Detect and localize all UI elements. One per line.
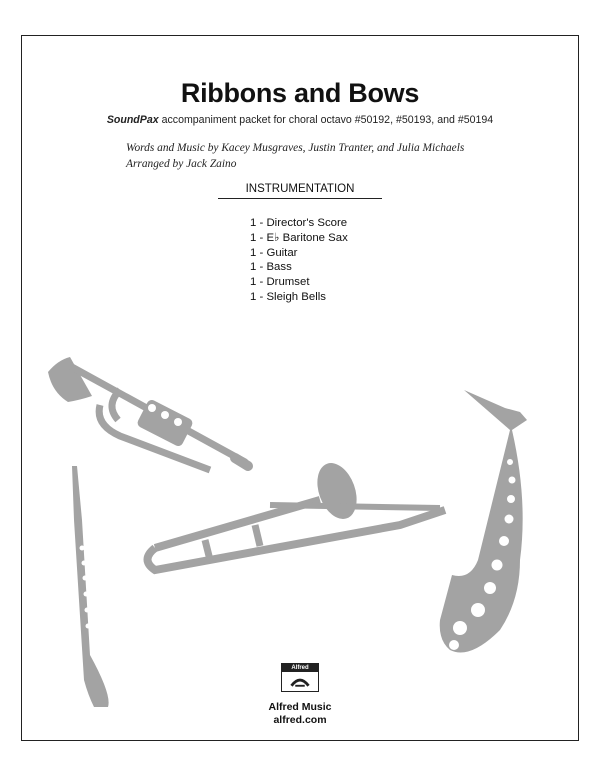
clarinet-icon xyxy=(72,466,109,707)
publisher-url[interactable]: alfred.com xyxy=(273,713,327,726)
instrumentation-heading: INSTRUMENTATION xyxy=(218,183,382,199)
trumpet-icon xyxy=(48,357,248,470)
list-item: 1 - Guitar xyxy=(250,246,298,259)
arranger-credit: Arranged by Jack Zaino xyxy=(126,157,237,170)
list-item: 1 - Director's Score xyxy=(250,217,348,229)
logo-wordmark: Alfred xyxy=(282,664,318,672)
alfred-logo-icon xyxy=(282,672,318,691)
publisher-info xyxy=(0,701,600,726)
list-item: 1 - Bass xyxy=(250,261,292,274)
publisher-logo xyxy=(281,663,319,692)
product-name: SoundPax xyxy=(106,114,159,126)
publisher-name: Alfred Music xyxy=(268,701,332,713)
saxophone-icon xyxy=(440,390,527,653)
list-item: 1 - Sleigh Bells xyxy=(250,290,326,303)
list-item: 1 - Drumset xyxy=(250,276,310,289)
subtitle-text: accompaniment packet for choral octavo #50192, #50193, and #50194 xyxy=(158,114,494,126)
trombone-icon xyxy=(148,458,446,570)
words-music-credit: Words and Music by Kacey Musgraves, Justin Tranter, and Julia Michaels xyxy=(126,142,465,154)
page-title: Ribbons and Bows xyxy=(180,78,420,108)
list-item: 1 - E♭ Baritone Sax xyxy=(250,231,348,244)
